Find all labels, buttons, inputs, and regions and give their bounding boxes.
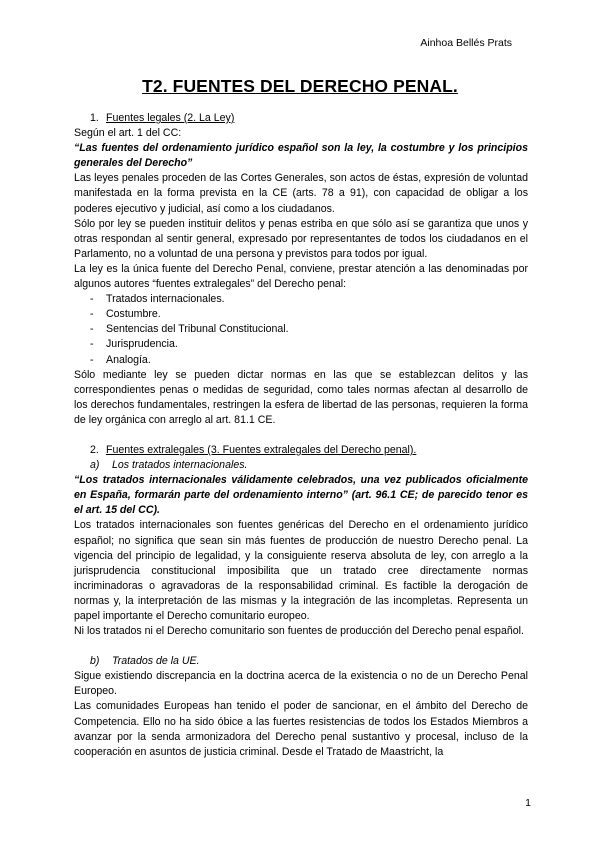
section-2-paragraph-1: Los tratados internacionales son fuentes genéricas del Derecho en el ordenamiento jurídico español; no significa que sean sin más fuentes de producción de nuestro Derecho penal. La vigencia del principio de legalidad, y la consiguiente reserva absoluta de ley, con arreglo a la jurisprudencia constitucional imposibilita que un tratado cree directamente normas incriminadoras o agravadoras de la responsabilidad criminal. Es factible la derogación de normas y, la interpretación de las mismas y la integración de las incompletas. Representa un papel importante el Derecho comunitario europeo. [74, 519, 528, 622]
section-1-number: 1. [90, 112, 99, 124]
section-1-paragraph-4: Sólo mediante ley se pueden dictar normas en las que se establezcan delitos y las correspondientes penas o medidas de seguridad, como tales normas afectan al desarrollo de los derechos fundamentales, restringen la esfera de libertad de las personas, requieren la forma de ley orgánica con arreglo al art. 81.1 CE. [74, 368, 528, 426]
section-2-paragraph-2: Ni los tratados ni el Derecho comunitario son fuentes de producción del Derecho penal español. [74, 625, 524, 638]
section-2-heading [74, 443, 528, 458]
section-1-heading [74, 111, 528, 126]
section-1-heading-text: Fuentes legales (2. La Ley) [106, 112, 235, 124]
section-2-paragraph-4: Las comunidades Europeas han tenido el poder de sancionar, en el ámbito del Derecho de Competencia. Ello no ha sido óbice a las fuertes resistencias de todos los Estados Miembros a avanzar por la senda armonizadora del Derecho penal sustantivo y procesal, incluso de la cooperación en asuntos de justicia criminal. Desde el Tratado de Maastricht, la [74, 700, 528, 758]
section-1-paragraph-1: Las leyes penales proceden de las Cortes Generales, son actos de éstas, expresión de voluntad manifestada en la forma prevista en la CE (arts. 78 a 91), con capacidad de obligar a los poderes ejecutivo y judicial, así como a los ciudadanos. [74, 172, 528, 215]
subsection-a-heading: a) Los tratados internacionales. [90, 459, 248, 472]
section-2-heading-text: Fuentes extralegales (3. Fuentes extralegales del Derecho penal). [106, 443, 417, 456]
section-2-paragraph-3: Sigue existiendo discrepancia en la doctrina acerca de la existencia o no de un Derecho Penal Europeo. [74, 670, 528, 698]
section-2-quote: “Los tratados internacionales válidamente celebrados, una vez publicados oficialmente en España, formarán parte del ordenamiento interno” (art. 96.1 CE; de parecido tenor es el art. 15 del CC). [74, 474, 528, 517]
list-item: - Tratados internacionales. [90, 293, 225, 306]
list-item: - Analogía. [90, 353, 151, 366]
extralegal-sources-list [74, 292, 528, 367]
page-number: 1 [525, 797, 531, 809]
section-1-quote: “Las fuentes del ordenamiento jurídico español son la ley, la costumbre y los principios generales del Derecho” [74, 142, 528, 170]
list-item: - Costumbre. [90, 308, 161, 321]
list-item: - Jurisprudencia. [90, 338, 178, 351]
section-1-paragraph-2: Sólo por ley se pueden instituir delitos y penas estriba en que sólo así se garantiza que unos y otras respondan al sentir general, expresado por representantes de todos los ciudadanos en el Parlamento, no a voluntad de una persona y previstos para todos por igual. [74, 217, 528, 260]
author-header: Ainhoa Bellés Prats [420, 37, 512, 49]
list-item: - Sentencias del Tribunal Constitucional. [90, 323, 289, 336]
page-title: T2. FUENTES DEL DERECHO PENAL. [142, 76, 458, 96]
subsection-b-heading: b) Tratados de la UE. [90, 655, 200, 668]
document-body [74, 111, 528, 760]
section-1-intro: Según el art. 1 del CC: [74, 127, 182, 140]
section-1-paragraph-3: La ley es la única fuente del Derecho Penal, conviene, prestar atención a las denominadas por algunos autores “fuentes extralegales” del Derecho penal: [74, 262, 528, 291]
section-2-number: 2. [90, 443, 99, 456]
